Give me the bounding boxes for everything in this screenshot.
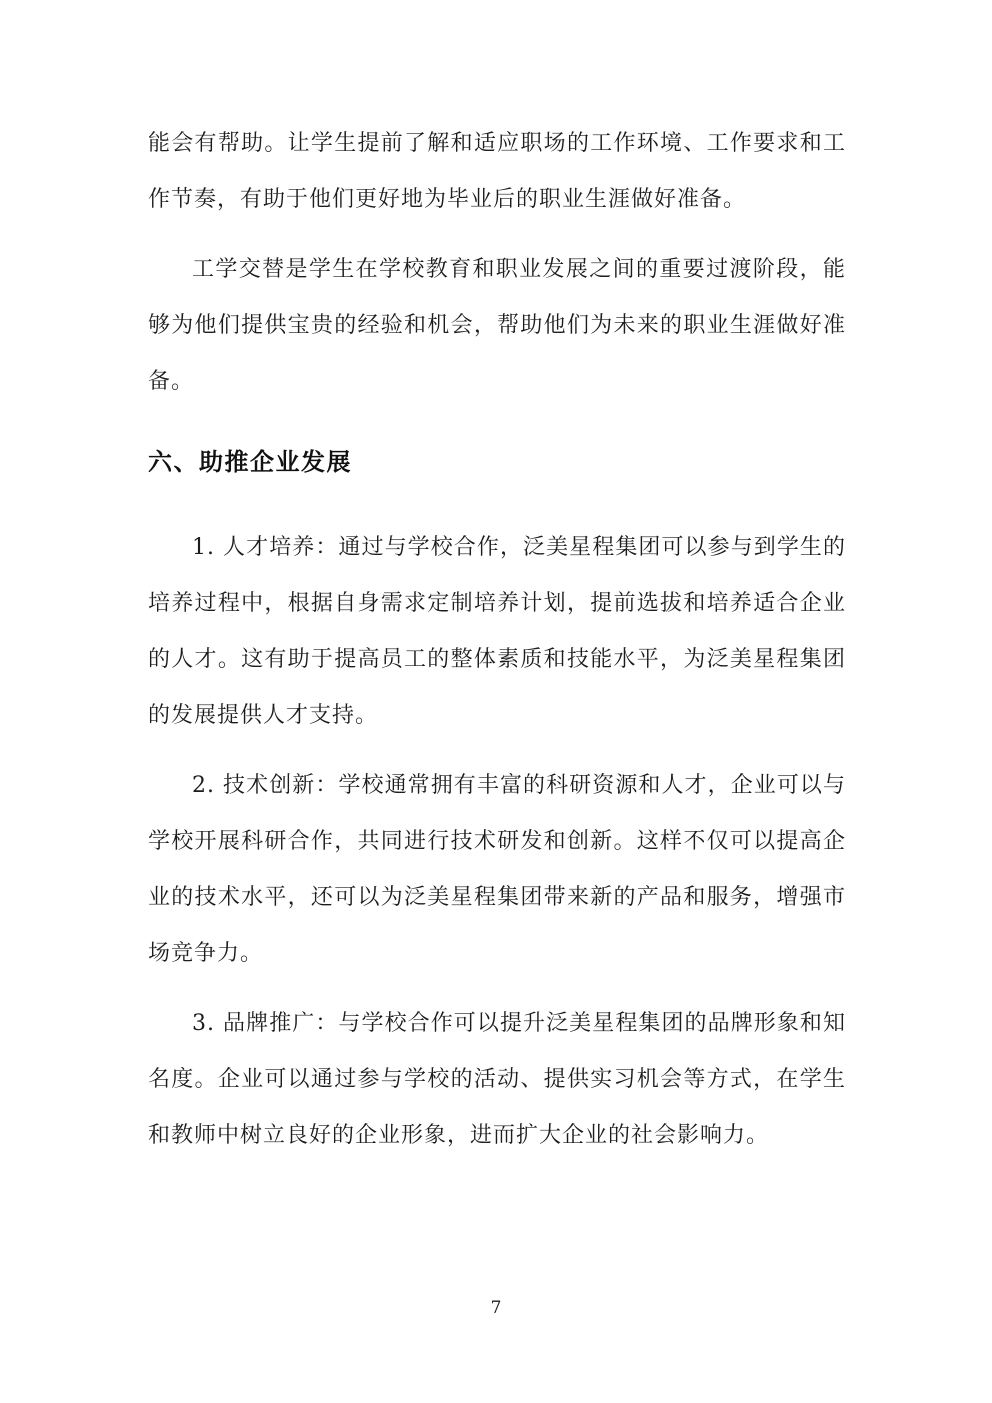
section-heading: 六、助推企业发展: [148, 448, 352, 476]
paragraph-work-study-transition: 工学交替是学生在学校教育和职业发展之间的重要过渡阶段，能够为他们提供宝贵的经验和机会，帮助他们为未来的职业生涯做好准备。: [148, 257, 846, 394]
document-content: [148, 0, 846, 1178]
list-item-tech-innovation: 2. 技术创新：学校通常拥有丰富的科研资源和人才，企业可以与学校开展科研合作，共同进行技术研发和创新。这样不仅可以提高企业的技术水平，还可以为泛美星程集团带来新的产品和服务，增强市场竞争力。: [148, 773, 846, 966]
paragraph-workplace-adaptation: 能会有帮助。让学生提前了解和适应职场的工作环境、工作要求和工作节奏，有助于他们更好地为毕业后的职业生涯做好准备。: [148, 131, 846, 212]
page-footer: [0, 1296, 992, 1320]
list-item-brand-promotion: 3. 品牌推广：与学校合作可以提升泛美星程集团的品牌形象和知名度。企业可以通过参与学校的活动、提供实习机会等方式，在学生和教师中树立良好的企业形象，进而扩大企业的社会影响力。: [148, 1011, 846, 1148]
list-item-talent-training: 1. 人才培养：通过与学校合作，泛美星程集团可以参与到学生的培养过程中，根据自身需求定制培养计划，提前选拔和培养适合企业的人才。这有助于提高员工的整体素质和技能水平，为泛美星程集团的发展提供人才支持。: [148, 535, 846, 728]
page-number: 7: [490, 1298, 502, 1318]
